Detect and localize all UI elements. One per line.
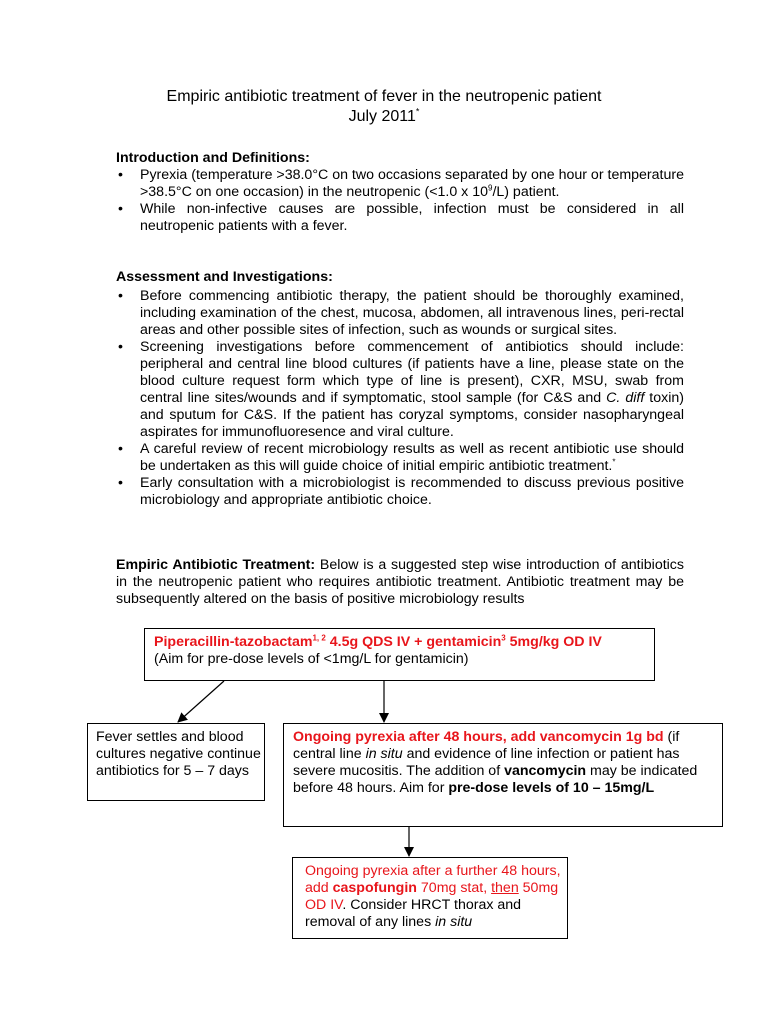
assessment-bullet-2: • Screening investigations before commencement of antibiotics should include: peripheral and central line blood cultures (if patients have a line, please state on the blood culture request form which type of line is present), CXR, MSU, swab from central line sites/wounds and if symptomatic, stool sample (for C&S and C. diff toxin) and sputum for C&S. If the patient has coryzal symptoms, consider nasopharyngeal aspirates for immunofluoresence and viral culture. bbox=[116, 339, 684, 441]
assessment-heading: Assessment and Investigations: bbox=[116, 269, 333, 285]
fever-settles-box bbox=[87, 723, 265, 801]
first-line-regimen: Piperacillin-tazobactam$^{1, 2}$ 4.5g QDS IV + gentamicin$^3$ 5mg/kg OD IV bbox=[154, 633, 602, 650]
empiric-paragraph: Empiric Antibiotic Treatment: Below is a suggested step wise introduction of antibiotics in the neutropenic patient who requires antibiotic treatment. Antibiotic treatment may be subsequently altered on the basis of positive microbiology results bbox=[116, 557, 684, 607]
title-line-2: July 2011* bbox=[348, 106, 420, 125]
caspofungin-text: Ongoing pyrexia after a further 48 hours, add caspofungin 70mg stat, then 50mg OD IV. Consider HRCT thorax and removal of any lines in situ bbox=[305, 863, 561, 930]
assessment-bullet-1: • Before commencing antibiotic therapy, the patient should be thoroughly examined, including examination of the chest, mucosa, abdomen, all intravenous lines, peri-rectal areas and other possible sites of infection, such as wounds or surgical sites. bbox=[116, 288, 684, 339]
vancomycin-text: Ongoing pyrexia after 48 hours, add vancomycin 1g bd (if central line in situ and evidence of line infection or patient has severe mucositis. The addition of vancomycin may be indicated before 48 hours. Aim for pre-dose levels of 10 – 15mg/L bbox=[293, 729, 698, 796]
first-line-treatment-box bbox=[144, 628, 655, 681]
title-line-1: Empiric antibiotic treatment of fever in the neutropenic patient bbox=[166, 88, 602, 105]
intro-bullet-1: • Pyrexia (temperature >38.0°C on two occasions separated by one hour or temperature >38.5°C on one occasion) in the neutropenic (<1.0 x $10^9/L$) patient. bbox=[116, 167, 684, 201]
gentamicin-level-note: (Aim for pre-dose levels of <1mg/L for gentamicin) bbox=[154, 651, 469, 667]
intro-heading: Introduction and Definitions: bbox=[116, 150, 310, 166]
fever-settles-text: Fever settles and blood cultures negative continue antibiotics for 5 – 7 days bbox=[96, 729, 261, 779]
assessment-bullet-4: • Early consultation with a microbiologist is recommended to discuss previous positive microbiology and appropriate antibiotic choice. bbox=[116, 475, 684, 509]
arrow-to-fever-settles bbox=[178, 681, 224, 722]
caspofungin-box bbox=[292, 857, 568, 939]
vancomycin-box bbox=[283, 723, 723, 827]
intro-bullet-2: • While non-infective causes are possible, infection must be considered in all neutropenic patients with a fever. bbox=[116, 201, 684, 235]
assessment-bullet-3: • A careful review of recent microbiology results as well as recent antibiotic use should be undertaken as this will guide choice of initial empiric antibiotic treatment.* bbox=[116, 441, 684, 475]
